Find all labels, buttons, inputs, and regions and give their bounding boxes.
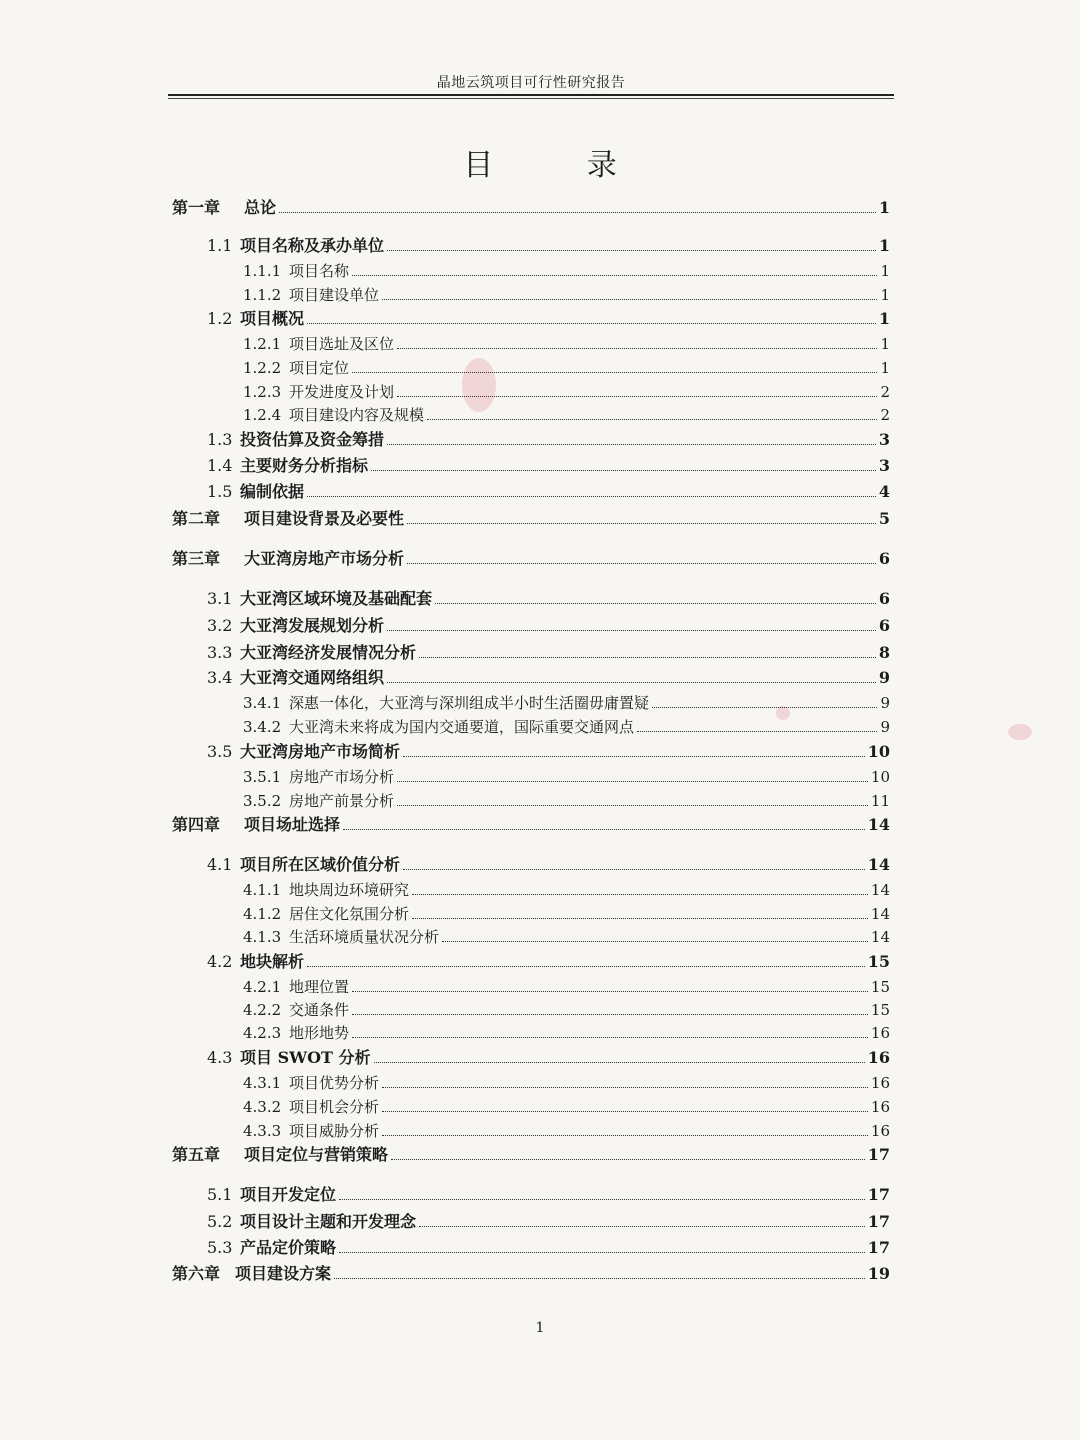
toc-entry-title: 总论 — [244, 198, 277, 217]
toc-entry-title: 项目优势分析 — [289, 1074, 380, 1092]
toc-entry-title: 生活环境质量状况分析 — [289, 928, 440, 946]
toc-section-entry[interactable] — [207, 307, 890, 331]
toc-entry-number: 1.1 — [207, 236, 233, 255]
toc-section-entry[interactable] — [207, 740, 890, 764]
toc-section-entry[interactable] — [207, 950, 890, 974]
toc-entry-page: 9 — [880, 694, 890, 712]
toc-subsection-entry[interactable] — [243, 691, 890, 715]
toc-chapter-entry[interactable] — [172, 196, 890, 220]
toc-section-entry[interactable] — [207, 234, 890, 258]
toc-entry-page: 16 — [870, 1074, 890, 1092]
toc-section-entry[interactable] — [207, 1046, 890, 1070]
toc-entry-number: 3.5.2 — [243, 792, 282, 810]
toc-entry-number: 4.1.1 — [243, 881, 282, 899]
toc-entry-number: 1.2.3 — [243, 383, 282, 401]
toc-entry-title: 大亚湾发展规划分析 — [240, 616, 385, 635]
dot-leader — [374, 1062, 865, 1063]
toc-entry-title: 编制依据 — [240, 482, 305, 501]
toc-entry-title: 地块解析 — [240, 952, 305, 971]
dot-leader — [382, 299, 877, 300]
toc-subsection-entry[interactable] — [243, 332, 890, 356]
toc-entry-number: 第一章 — [172, 198, 221, 217]
toc-entry-number: 4.2.2 — [243, 1001, 282, 1019]
toc-entry-page: 15 — [867, 952, 890, 971]
dot-leader — [307, 966, 865, 967]
toc-subsection-entry[interactable] — [243, 403, 890, 427]
dot-leader — [637, 731, 877, 732]
dot-leader — [419, 1226, 865, 1227]
toc-entry-number: 3.4 — [207, 668, 233, 687]
toc-subsection-entry[interactable] — [243, 259, 890, 283]
toc-entry-title: 交通条件 — [289, 1001, 350, 1019]
toc-section-entry[interactable] — [207, 614, 890, 638]
toc-entry-number: 1.3 — [207, 430, 233, 449]
toc-entry-page: 3 — [878, 456, 890, 475]
toc-entry-number: 1.1.1 — [243, 262, 282, 280]
toc-entry-title: 居住文化氛围分析 — [289, 905, 410, 923]
toc-entry-page: 16 — [870, 1024, 890, 1042]
toc-entry-page: 1 — [878, 198, 890, 217]
toc-entry-number: 5.3 — [207, 1238, 233, 1257]
toc-entry-number: 4.2 — [207, 952, 233, 971]
toc-entry-title: 项目定位与营销策略 — [244, 1145, 389, 1164]
toc-entry-number: 3.2 — [207, 616, 233, 635]
dot-leader — [352, 1014, 868, 1015]
toc-entry-page: 14 — [870, 928, 890, 946]
toc-entry-page: 15 — [870, 978, 890, 996]
toc-entry-title: 投资估算及资金筹措 — [240, 430, 385, 449]
toc-chapter-entry[interactable] — [172, 1143, 890, 1167]
toc-section-entry[interactable] — [207, 1210, 890, 1234]
toc-entry-page: 16 — [870, 1122, 890, 1140]
toc-entry-number: 4.3 — [207, 1048, 233, 1067]
toc-entry-number: 第五章 — [172, 1145, 221, 1164]
toc-entry-number: 3.4.2 — [243, 718, 282, 736]
toc-subsection-entry[interactable] — [243, 283, 890, 307]
toc-entry-title: 产品定价策略 — [240, 1238, 337, 1257]
dot-leader — [387, 250, 876, 251]
toc-entry-title: 项目名称及承办单位 — [240, 236, 385, 255]
dot-leader — [307, 323, 876, 324]
toc-entry-page: 14 — [867, 815, 890, 834]
dot-leader — [652, 707, 877, 708]
dot-leader — [397, 805, 868, 806]
toc-entry-page: 10 — [867, 742, 890, 761]
toc-entry-number: 3.4.1 — [243, 694, 282, 712]
dot-leader — [339, 1199, 865, 1200]
toc-entry-number: 4.2.3 — [243, 1024, 282, 1042]
dot-leader — [382, 1135, 868, 1136]
dot-leader — [387, 444, 876, 445]
toc-entry-number: 1.1.2 — [243, 286, 282, 304]
toc-entry-page: 17 — [867, 1145, 890, 1164]
dot-leader — [279, 212, 876, 213]
dot-leader — [352, 275, 877, 276]
dot-leader — [412, 918, 868, 919]
dot-leader — [403, 756, 865, 757]
toc-subsection-entry[interactable] — [243, 789, 890, 813]
toc-subsection-entry[interactable] — [243, 1021, 890, 1045]
toc-section-entry[interactable] — [207, 480, 890, 504]
toc-entry-number: 4.1.3 — [243, 928, 282, 946]
toc-entry-number: 4.1.2 — [243, 905, 282, 923]
toc-section-entry[interactable] — [207, 587, 890, 611]
toc-subsection-entry[interactable] — [243, 380, 890, 404]
dot-leader — [442, 941, 868, 942]
dot-leader — [419, 657, 876, 658]
toc-entry-title: 大亚湾交通网络组织 — [240, 668, 385, 687]
toc-entry-title: 项目建设单位 — [289, 286, 380, 304]
toc-entry-number: 1.2.4 — [243, 406, 282, 424]
toc-entry-number: 1.2.2 — [243, 359, 282, 377]
toc-entry-page: 16 — [870, 1098, 890, 1116]
toc-subsection-entry[interactable] — [243, 356, 890, 380]
toc-entry-number: 第三章 — [172, 549, 221, 568]
toc-section-entry[interactable] — [207, 666, 890, 690]
toc-entry-page: 1 — [880, 359, 890, 377]
toc-subsection-entry[interactable] — [243, 715, 890, 739]
toc-entry-page: 6 — [878, 616, 890, 635]
toc-chapter-entry[interactable] — [172, 1262, 890, 1286]
toc-chapter-entry[interactable] — [172, 507, 890, 531]
dot-leader — [397, 396, 877, 397]
toc-subsection-entry[interactable] — [243, 878, 890, 902]
toc-entry-number: 5.1 — [207, 1185, 233, 1204]
toc-entry-number: 4.1 — [207, 855, 233, 874]
toc-entry-page: 3 — [878, 430, 890, 449]
dot-leader — [382, 1111, 868, 1112]
toc-entry-page: 1 — [880, 335, 890, 353]
dot-leader — [397, 781, 868, 782]
toc-entry-title: 地块周边环境研究 — [289, 881, 410, 899]
dot-leader — [391, 1159, 865, 1160]
dot-leader — [427, 419, 877, 420]
toc-subsection-entry[interactable] — [243, 998, 890, 1022]
toc-entry-title: 项目建设背景及必要性 — [244, 509, 405, 528]
toc-entry-title: 大亚湾房地产市场简析 — [240, 742, 401, 761]
dot-leader — [307, 496, 876, 497]
dot-leader — [339, 1252, 865, 1253]
dot-leader — [334, 1278, 865, 1279]
page-number: 1 — [535, 1320, 545, 1336]
toc-section-entry[interactable] — [207, 1236, 890, 1260]
toc-entry-title: 主要财务分析指标 — [240, 456, 369, 475]
toc-entry-number: 1.4 — [207, 456, 233, 475]
toc-entry-page: 2 — [880, 383, 890, 401]
toc-entry-page: 1 — [880, 286, 890, 304]
toc-entry-page: 5 — [878, 509, 890, 528]
toc-entry-number: 3.5 — [207, 742, 233, 761]
toc-entry-title: 项目威胁分析 — [289, 1122, 380, 1140]
dot-leader — [397, 348, 877, 349]
toc-title: 目 录 — [463, 148, 659, 183]
dot-leader — [387, 682, 876, 683]
toc-entry-title: 项目 SWOT 分析 — [240, 1048, 371, 1067]
toc-section-entry[interactable] — [207, 1183, 890, 1207]
toc-entry-page: 6 — [878, 549, 890, 568]
dot-leader — [407, 523, 876, 524]
toc-entry-page: 15 — [870, 1001, 890, 1019]
toc-subsection-entry[interactable] — [243, 975, 890, 999]
dot-leader — [352, 372, 877, 373]
dot-leader — [387, 630, 876, 631]
dot-leader — [352, 1037, 868, 1038]
dot-leader — [407, 563, 876, 564]
dot-leader — [352, 991, 868, 992]
toc-entry-title: 大亚湾房地产市场分析 — [244, 549, 405, 568]
running-header: 晶地云筑项目可行性研究报告 — [436, 75, 626, 91]
toc-entry-number: 1.2.1 — [243, 335, 282, 353]
toc-entry-title: 项目选址及区位 — [289, 335, 395, 353]
toc-entry-page: 4 — [878, 482, 890, 501]
toc-entry-title: 深惠一体化，大亚湾与深圳组成半小时生活圈毋庸置疑 — [289, 694, 650, 712]
toc-section-entry[interactable] — [207, 641, 890, 665]
toc-entry-page: 17 — [867, 1238, 890, 1257]
toc-entry-page: 19 — [867, 1264, 890, 1283]
toc-entry-number: 第六章 — [172, 1264, 221, 1283]
toc-entry-title: 项目所在区域价值分析 — [240, 855, 401, 874]
toc-chapter-entry[interactable] — [172, 547, 890, 571]
toc-entry-page: 1 — [878, 236, 890, 255]
toc-entry-title: 项目名称 — [289, 262, 350, 280]
toc-entry-title: 项目概况 — [240, 309, 305, 328]
toc-section-entry[interactable] — [207, 428, 890, 452]
toc-entry-page: 10 — [870, 768, 890, 786]
toc-entry-title: 项目建设方案 — [235, 1264, 332, 1283]
toc-entry-number: 1.2 — [207, 309, 233, 328]
toc-entry-number: 3.5.1 — [243, 768, 282, 786]
dot-leader — [435, 603, 876, 604]
toc-entry-page: 6 — [878, 589, 890, 608]
toc-entry-title: 地形地势 — [289, 1024, 350, 1042]
toc-entry-number: 5.2 — [207, 1212, 233, 1231]
dot-leader — [371, 470, 876, 471]
toc-entry-number: 4.3.2 — [243, 1098, 282, 1116]
toc-entry-title: 大亚湾经济发展情况分析 — [240, 643, 417, 662]
toc-entry-page: 11 — [870, 792, 890, 810]
toc-entry-number: 4.3.1 — [243, 1074, 282, 1092]
toc-entry-title: 大亚湾区域环境及基础配套 — [240, 589, 433, 608]
toc-subsection-entry[interactable] — [243, 1119, 890, 1143]
toc-entry-title: 房地产市场分析 — [289, 768, 395, 786]
toc-entry-page: 14 — [870, 905, 890, 923]
toc-entry-number: 1.5 — [207, 482, 233, 501]
toc-subsection-entry[interactable] — [243, 902, 890, 926]
toc-entry-page: 2 — [880, 406, 890, 424]
toc-entry-page: 14 — [867, 855, 890, 874]
toc-subsection-entry[interactable] — [243, 1095, 890, 1119]
toc-entry-number: 3.3 — [207, 643, 233, 662]
dot-leader — [412, 894, 868, 895]
dot-leader — [403, 869, 865, 870]
toc-entry-page: 1 — [878, 309, 890, 328]
toc-entry-title: 项目设计主题和开发理念 — [240, 1212, 417, 1231]
toc-entry-title: 项目场址选择 — [244, 815, 341, 834]
toc-entry-number: 第四章 — [172, 815, 221, 834]
toc-subsection-entry[interactable] — [243, 925, 890, 949]
toc-entry-page: 9 — [880, 718, 890, 736]
toc-section-entry[interactable] — [207, 454, 890, 478]
toc-entry-page: 9 — [878, 668, 890, 687]
toc-entry-title: 开发进度及计划 — [289, 383, 395, 401]
toc-subsection-entry[interactable] — [243, 1071, 890, 1095]
toc-entry-number: 4.2.1 — [243, 978, 282, 996]
toc-entry-title: 项目建设内容及规模 — [289, 406, 425, 424]
dot-leader — [382, 1087, 868, 1088]
toc-entry-number: 3.1 — [207, 589, 233, 608]
toc-entry-page: 17 — [867, 1212, 890, 1231]
toc-entry-page: 17 — [867, 1185, 890, 1204]
toc-entry-title: 项目定位 — [289, 359, 350, 377]
toc-entry-title: 项目机会分析 — [289, 1098, 380, 1116]
toc-chapter-entry[interactable] — [172, 813, 890, 837]
toc-entry-page: 16 — [867, 1048, 890, 1067]
dot-leader — [343, 829, 865, 830]
toc-subsection-entry[interactable] — [243, 765, 890, 789]
toc-entry-title: 地理位置 — [289, 978, 350, 996]
toc-entry-number: 4.3.3 — [243, 1122, 282, 1140]
toc-entry-page: 8 — [878, 643, 890, 662]
toc-entry-page: 1 — [880, 262, 890, 280]
toc-entry-title: 大亚湾未来将成为国内交通要道，国际重要交通网点 — [289, 718, 635, 736]
toc-entry-page: 14 — [870, 881, 890, 899]
toc-entry-title: 项目开发定位 — [240, 1185, 337, 1204]
toc-entry-number: 第二章 — [172, 509, 221, 528]
toc-section-entry[interactable] — [207, 853, 890, 877]
toc-entry-title: 房地产前景分析 — [289, 792, 395, 810]
